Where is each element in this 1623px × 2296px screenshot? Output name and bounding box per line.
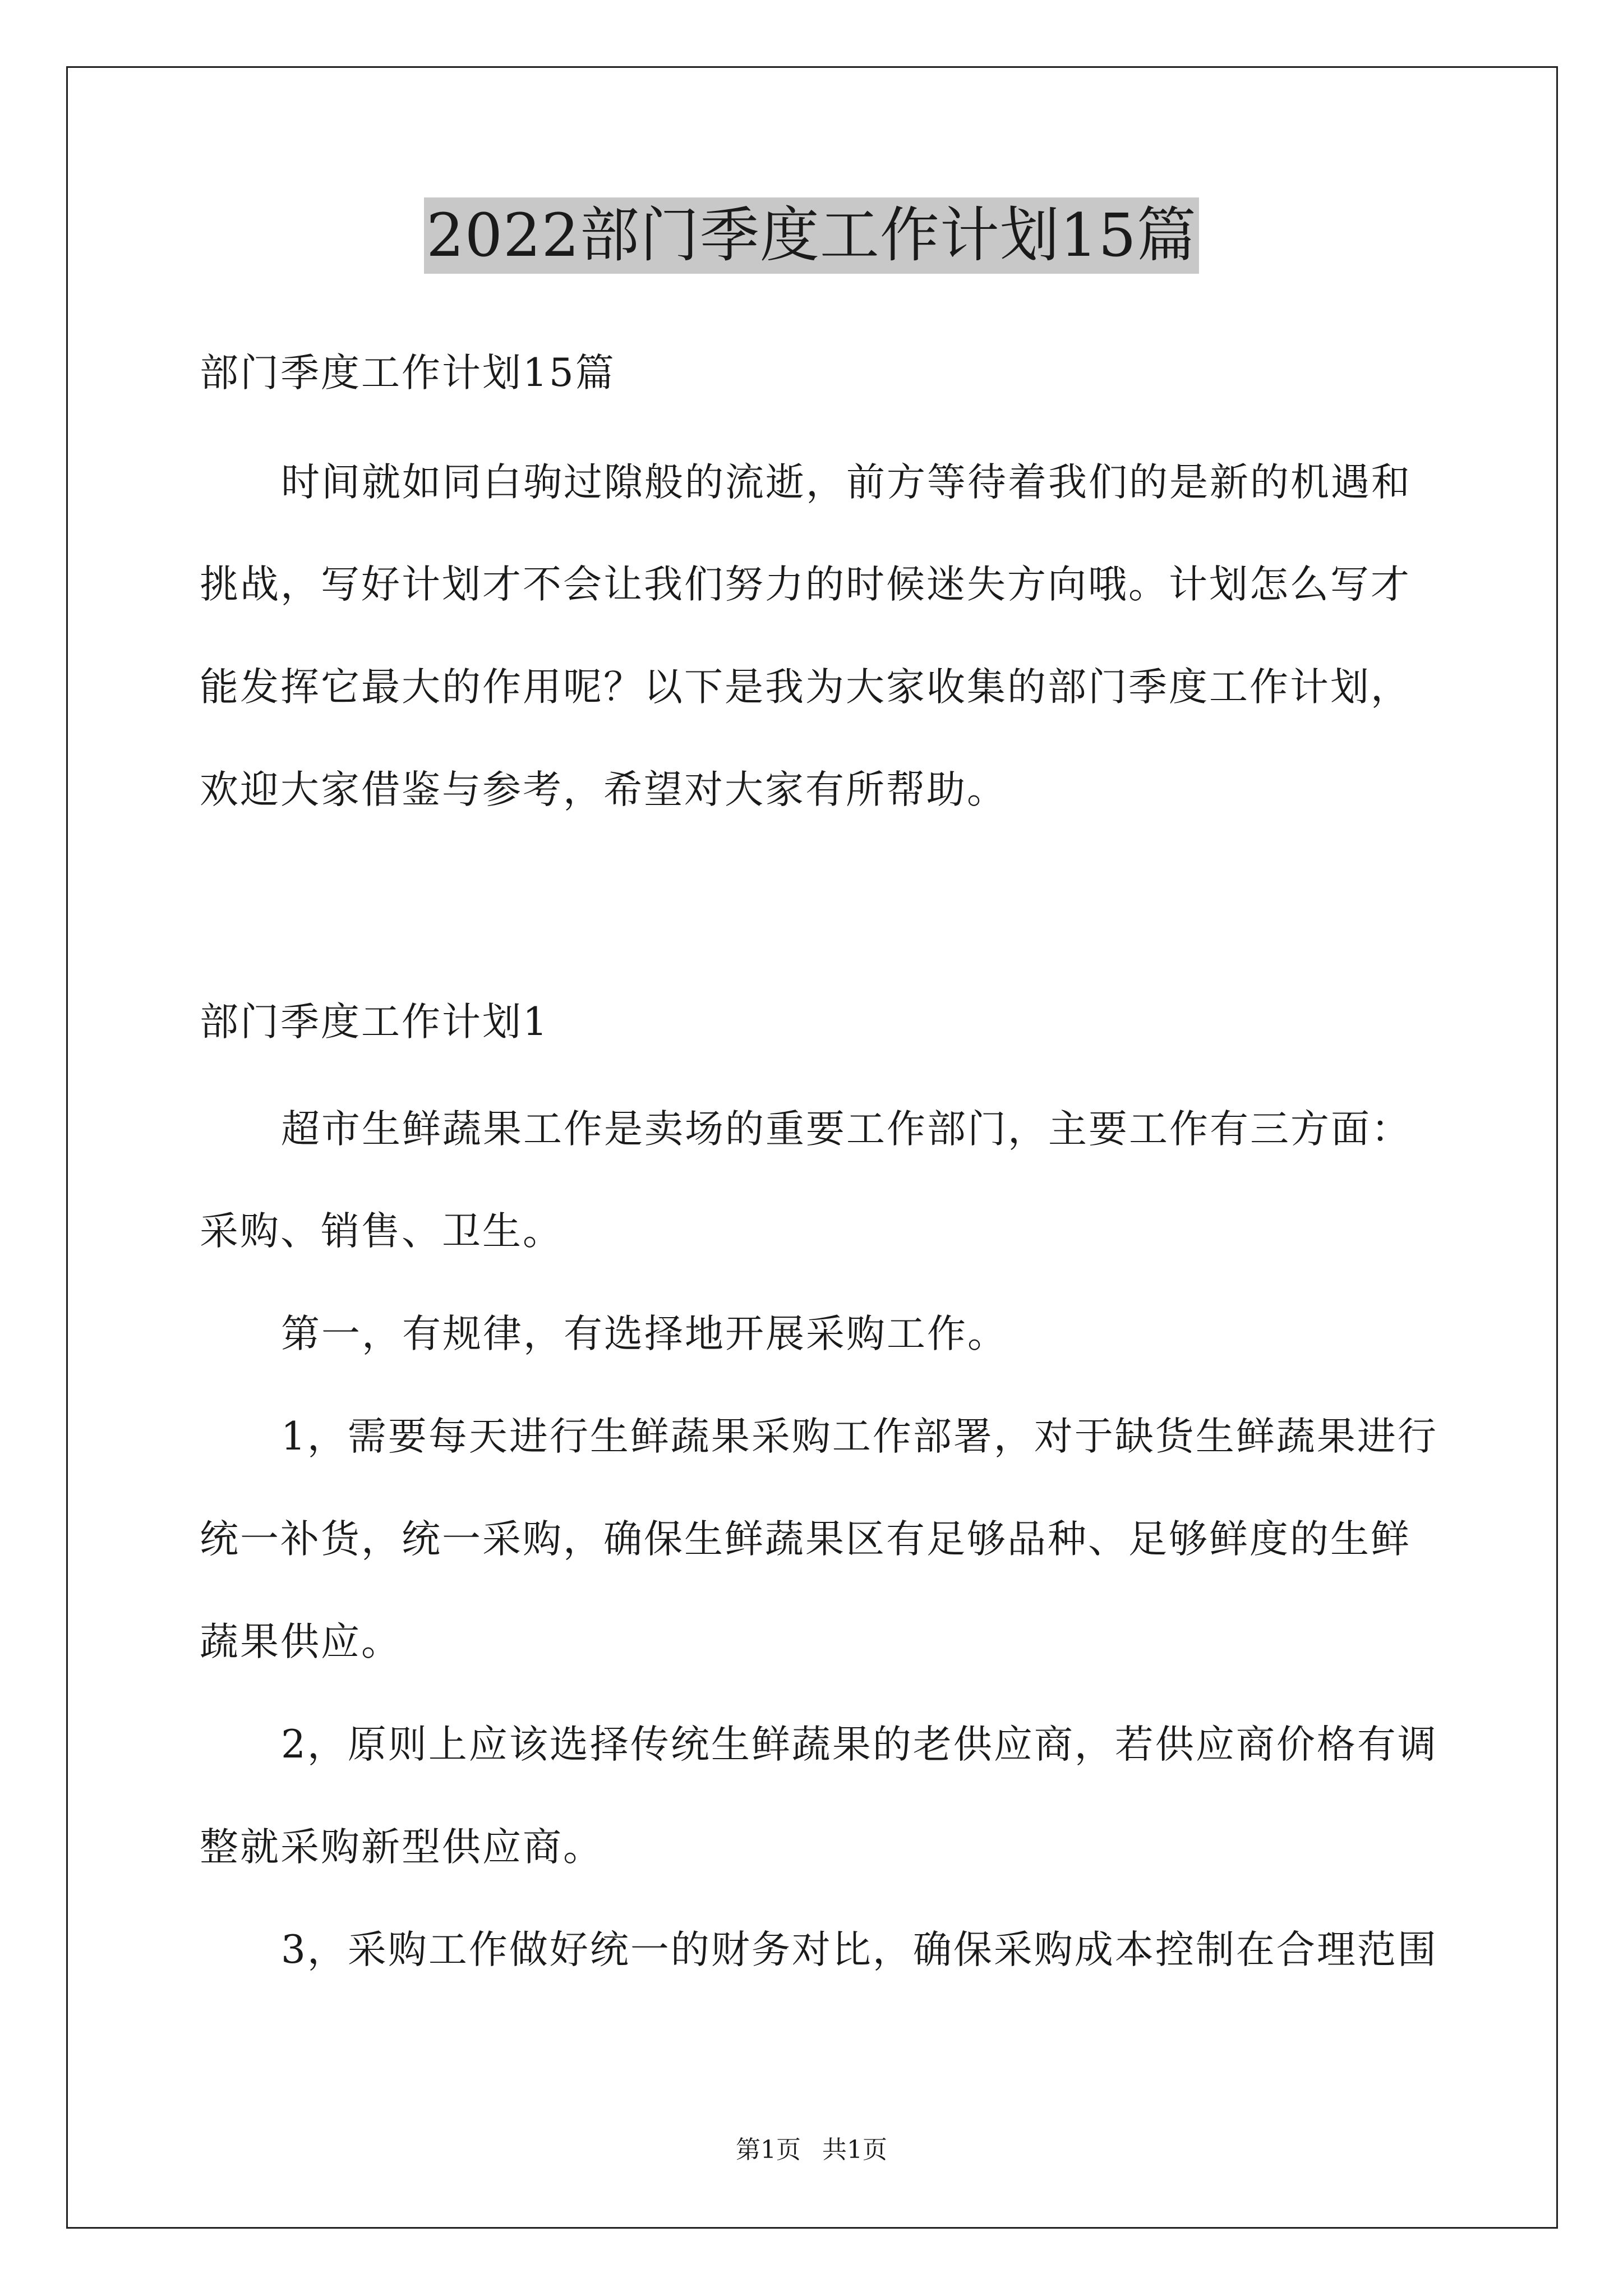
document-title: 2022部门季度工作计划15篇	[424, 197, 1199, 274]
body-line-4: 1，需要每天进行生鲜蔬果采购工作部署，对于缺货生鲜蔬果进行	[281, 1414, 1438, 1459]
body-line-9: 3，采购工作做好统一的财务对比，确保采购成本控制在合理范围	[281, 1927, 1438, 1972]
body-line-5: 统一补货，统一采购，确保生鲜蔬果区有足够品种、足够鲜度的生鲜	[200, 1517, 1411, 1562]
document-subtitle: 部门季度工作计划15篇	[200, 351, 616, 395]
body-line-7: 2，原则上应该选择传统生鲜蔬果的老供应商，若供应商价格有调	[281, 1722, 1438, 1767]
page-total: 共1页	[822, 2136, 887, 2164]
body-line-2: 采购、销售、卫生。	[200, 1209, 563, 1254]
body-line-1: 超市生鲜蔬果工作是卖场的重要工作部门，主要工作有三方面：	[281, 1107, 1412, 1152]
body-line-3: 第一，有规律，有选择地开展采购工作。	[281, 1312, 1008, 1356]
intro-line-2: 挑战，写好计划才不会让我们努力的时候迷失方向哦。计划怎么写才	[200, 562, 1411, 607]
page-footer	[0, 2134, 1623, 2166]
intro-line-3: 能发挥它最大的作用呢？以下是我为大家收集的部门季度工作计划，	[200, 665, 1411, 710]
intro-line-4: 欢迎大家借鉴与参考，希望对大家有所帮助。	[200, 767, 1007, 812]
body-line-8: 整就采购新型供应商。	[200, 1825, 603, 1870]
title-container	[0, 197, 1623, 274]
intro-line-1: 时间就如同白驹过隙般的流逝，前方等待着我们的是新的机遇和	[281, 460, 1412, 505]
body-line-6: 蔬果供应。	[200, 1619, 402, 1664]
page-number: 第1页	[736, 2136, 801, 2164]
section-heading: 部门季度工作计划1	[200, 1000, 549, 1045]
